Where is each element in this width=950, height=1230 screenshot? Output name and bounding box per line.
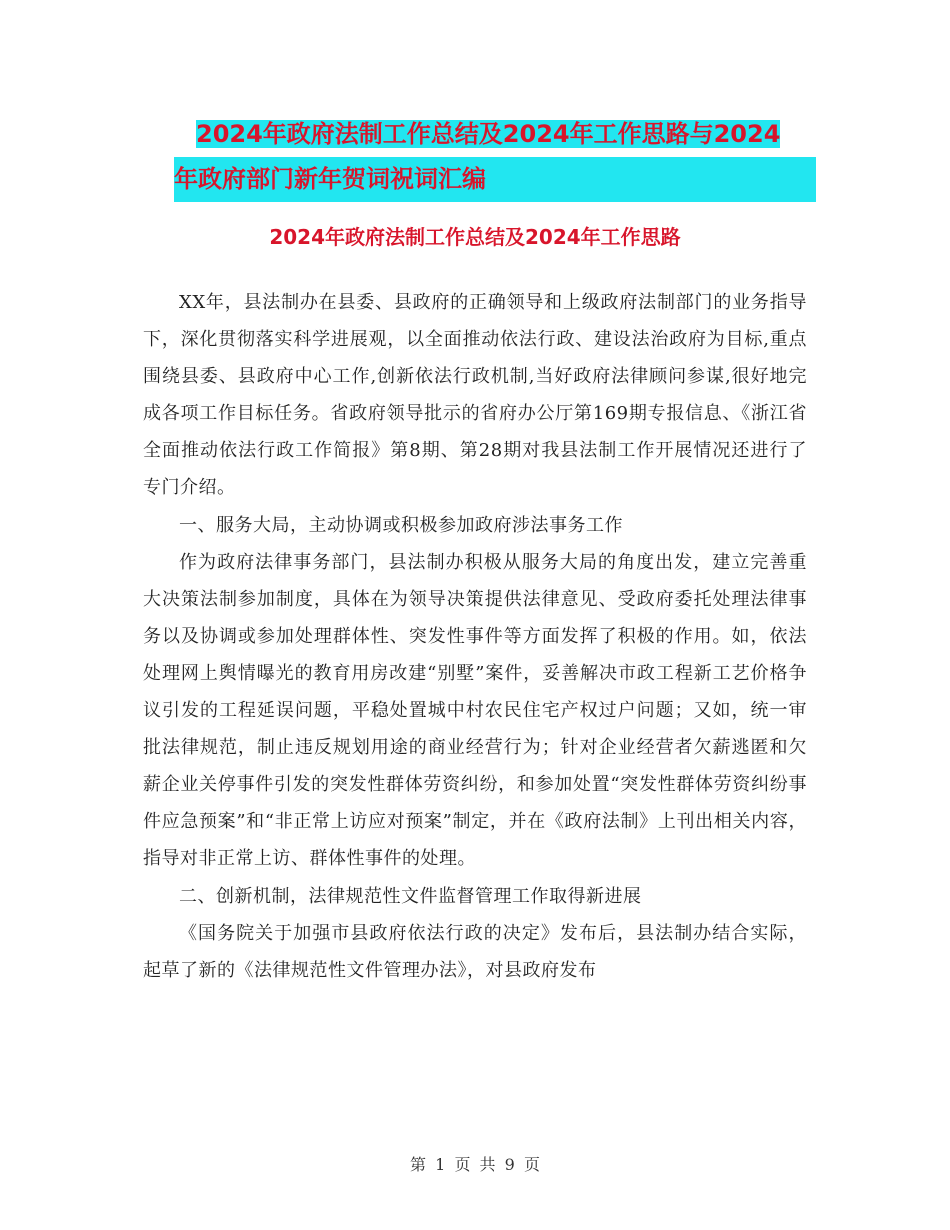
paragraph-section-1: 作为政府法律事务部门，县法制办积极从服务大局的角度出发，建立完善重大决策法制参加制度，具体在为领导决策提供法律意见、受政府委托处理法律事务以及协调或参加处理群体性、突发性事件等方面发挥了积极的作用。如，依法处理网上舆情曝光的教育用房改建“别墅”案件，妥善解决市政工程新工艺价格争议引发的工程延误问题，平稳处置城中村农民住宅产权过户问题；又如，统一审批法律规范，制止违反规划用途的商业经营行为；针对企业经营者欠薪逃匿和欠薪企业关停事件引发的突发性群体劳资纠纷，和参加处置“突发性群体劳资纠纷事件应急预案”和“非正常上访应对预案”制定，并在《政府法制》上刊出相关内容，指导对非正常上访、群体性事件的处理。 — [143, 551, 807, 870]
paragraph-section-2: 《国务院关于加强市县政府依法行政的决定》发布后，县法制办结合实际，起草了新的《法律规范性文件管理办法》，对县政府发布 — [143, 922, 807, 981]
footer-page-total: 9 — [504, 1155, 515, 1174]
main-title-line1: 2024年政府法制工作总结及2024年工作思路与2024 — [196, 120, 781, 148]
footer-mid: 页 — [454, 1155, 471, 1174]
footer-prefix: 第 — [410, 1155, 427, 1174]
document-body — [143, 284, 807, 989]
section-title: 2024年政府法制工作总结及2024年工作思路 — [269, 225, 681, 249]
heading-section-2: 二、创新机制，法律规范性文件监督管理工作取得新进展 — [179, 885, 642, 907]
heading-section-1: 一、服务大局，主动协调或积极参加政府涉法事务工作 — [179, 514, 623, 536]
footer-suffix: 页 — [523, 1155, 540, 1174]
paragraph-intro: XX年，县法制办在县委、县政府的正确领导和上级政府法制部门的业务指导下，深化贯彻落实科学进展观，以全面推动依法行政、建设法治政府为目标,重点围绕县委、县政府中心工作,创新依法行政机制,当好政府法律顾问参谋,很好地完成各项工作目标任务。省政府领导批示的省府办公厅第169期专报信息、《浙江省全面推动依法行政工作简报》第8期、第28期对我县法制工作开展情况还进行了专门介绍。 — [143, 292, 807, 499]
main-title-line2: 年政府部门新年贺词祝词汇编 — [174, 157, 816, 202]
footer-page-current: 1 — [435, 1155, 446, 1174]
page-footer — [0, 1153, 950, 1177]
main-title — [174, 112, 816, 202]
footer-total-prefix: 共 — [479, 1155, 496, 1174]
